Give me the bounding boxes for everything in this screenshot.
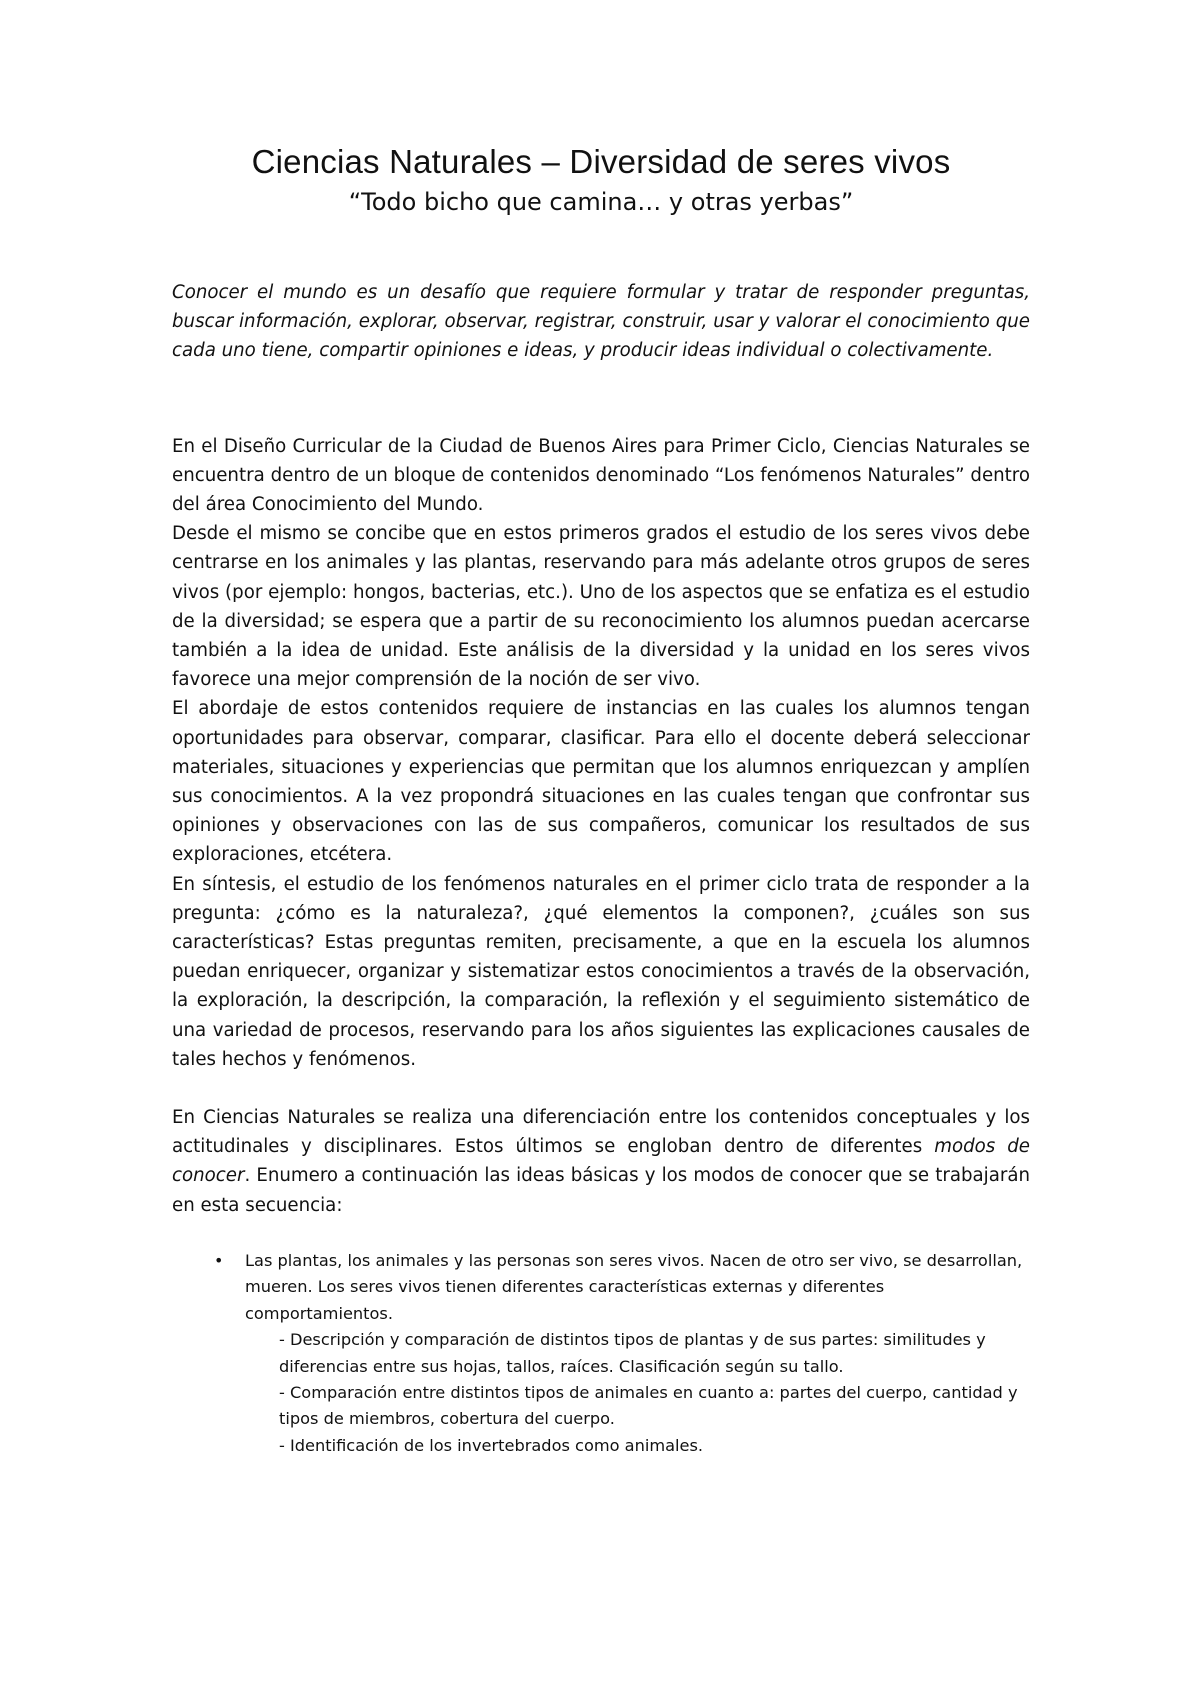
paragraph-methods [172,1103,1030,1220]
paragraph-spacer [172,1074,1030,1103]
paragraph-approach: El abordaje de estos contenidos requiere de instancias en las cuales los alumnos tengan oportunidades para observar, comparar, clasificar. Para ello el docente deberá seleccionar materiales, situaciones y experiencias que permitan que los alumnos enriquezcan y amplíen sus conocimientos. A la vez propondrá situaciones en las cuales tengan que confrontar sus opiniones y observaciones con las de sus compañeros, comunicar los resultados de sus exploraciones, etcétera. [172,698,1030,866]
subitem-invertebrates: - Identificación de los invertebrados como animales. [279,1435,704,1455]
methods-text-emphasis: modos de conocer [172,1136,1030,1187]
bullet-icon: • [214,1250,224,1270]
list-item-text: Las plantas, los animales y las personas son seres vivos. Nacen de otro ser vivo, se desarrollan, mueren. Los seres vivos tienen diferentes características externas y diferentes comportamientos. [245,1250,1023,1323]
ideas-list [172,1248,1030,1459]
paragraph-living-beings: Desde el mismo se concibe que en estos primeros grados el estudio de los seres vivos debe centrarse en los animales y las plantas, reservando para más adelante otros grupos de seres vivos (por ejemplo: hongos, bacterias, etc.). Uno de los aspectos que se enfatiza es el estudio de la diversidad; se espera que a partir de su reconocimiento los alumnos puedan acercarse también a la idea de unidad. Este análisis de la diversidad y la unidad en los seres vivos favorece una mejor comprensión de la noción de ser vivo. [172,523,1030,691]
paragraph-synthesis: En síntesis, el estudio de los fenómenos naturales en el primer ciclo trata de responder a la pregunta: ¿cómo es la naturaleza?, ¿qué elementos la componen?, ¿cuáles son sus características? Estas preguntas remiten, precisamente, a que en la escuela los alumnos puedan enriquecer, organizar y sistematizar estos conocimientos a través de la observación, la exploración, la descripción, la comparación, la reflexión y el seguimiento sistemático de una variedad de procesos, reservando para los años siguientes las explicaciones causales de tales hechos y fenómenos. [172,873,1030,1070]
page-title: Ciencias Naturales – Diversidad de seres vivos [251,143,951,180]
document-content [172,140,1030,1459]
intro-paragraph: Conocer el mundo es un desafío que requiere formular y tratar de responder preguntas, buscar información, explorar, observar, registrar, construir, usar y valorar el conocimiento que cada uno tiene, compartir opiniones e ideas, y producir ideas individual o colectivamente. [172,282,1030,362]
methods-text-after: . Enumero a continuación las ideas básicas y los modos de conocer que se trabajarán en esta secuencia: [172,1165,1030,1216]
page-subtitle: “Todo bicho que camina… y otras yerbas” [348,188,854,216]
subitem-plants: - Descripción y comparación de distintos tipos de plantas y de sus partes: similitudes y diferencias entre sus hojas, tallos, raíces. Clasificación según su tallo. [279,1330,986,1376]
subitem-animals: - Comparación entre distintos tipos de animales en cuanto a: partes del cuerpo, cantidad y tipos de miembros, cobertura del cuerpo. [279,1382,1018,1429]
paragraph-curriculum: En el Diseño Curricular de la Ciudad de Buenos Aires para Primer Ciclo, Ciencias Naturales se encuentra dentro de un bloque de contenidos denominado “Los fenómenos Naturales” dentro del área Conocimiento del Mundo. [172,435,1030,516]
body-section [172,432,1030,1460]
list-item [172,1248,1030,1459]
methods-text-before: En Ciencias Naturales se realiza una diferenciación entre los contenidos conceptuales y los actitudinales y disciplinares. Estos últimos se engloban dentro de diferentes [172,1107,1030,1158]
